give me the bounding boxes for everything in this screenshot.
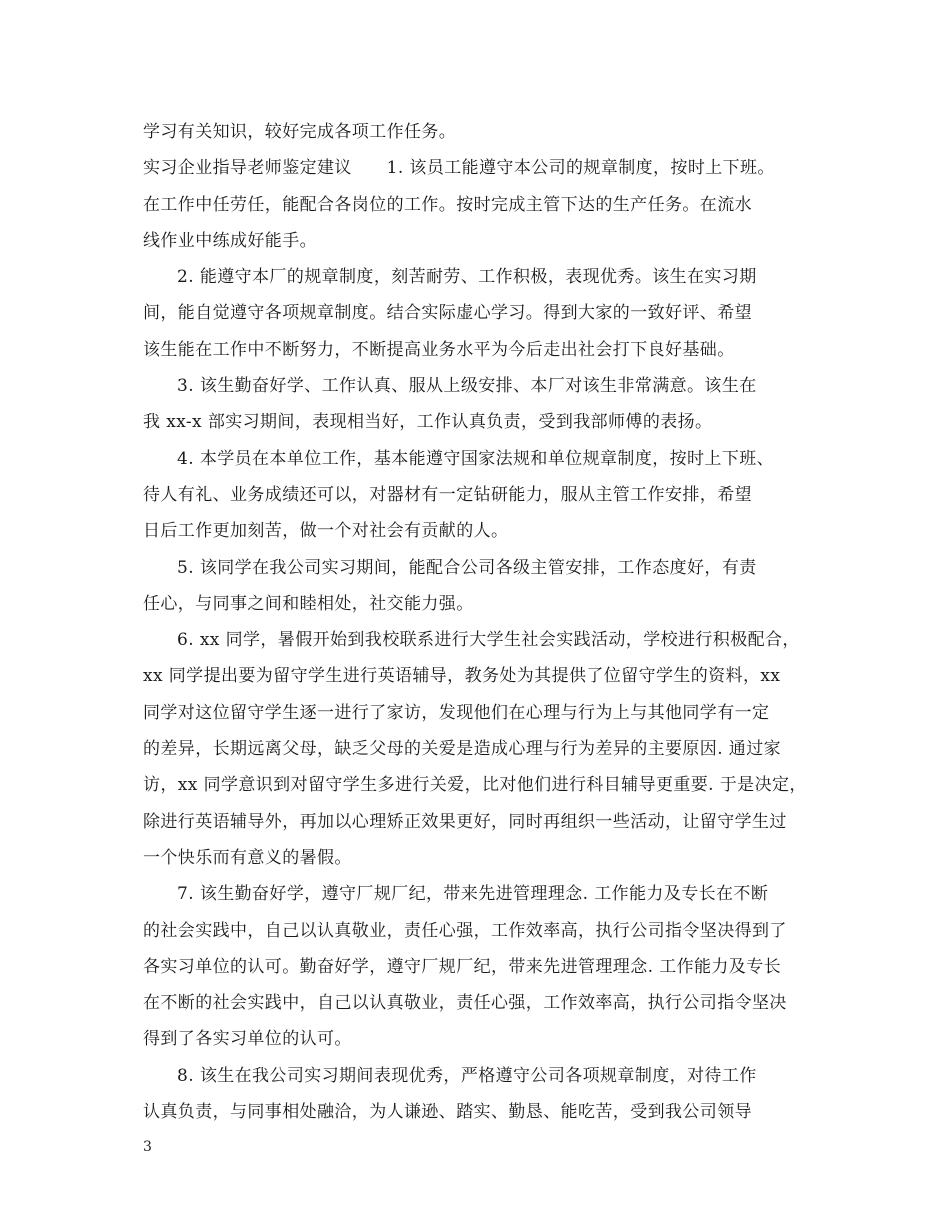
text-line: 在工作中任劳任，能配合各岗位的工作。按时完成主管下达的生产任务。在流水 <box>143 194 752 215</box>
paragraph-start-line: 5. 该同学在我公司实习期间，能配合公司各级主管安排，工作态度好，有责 <box>177 557 757 578</box>
text-line: 访，xx 同学意识到对留守学生多进行关爱，比对他们进行科目辅导更重要. 于是决定， <box>143 775 807 796</box>
text-line: 任心，与同事之间和睦相处，社交能力强。 <box>143 593 474 614</box>
paragraph-start-line: 4. 本学员在本单位工作，基本能遵守国家法规和单位规章制度，按时上下班、 <box>177 448 775 469</box>
text-line: 一个快乐而有意义的暑假。 <box>143 847 352 868</box>
text-line: 实习企业指导老师鉴定建议 1. 该员工能遵守本公司的规章制度，按时上下班。 <box>143 158 775 179</box>
text-line: xx 同学提出要为留守学生进行英语辅导，教务处为其提供了位留守学生的资料，xx <box>143 666 781 687</box>
page-number: 3 <box>143 1139 152 1155</box>
text-line: 在不断的社会实践中，自己以认真敬业，责任心强，工作效率高，执行公司指令坚决 <box>143 993 787 1014</box>
text-line: 我 xx-x 部实习期间，表现相当好，工作认真负责，受到我部师傅的表扬。 <box>143 412 713 433</box>
paragraph-start-line: 2. 能遵守本厂的规章制度，刻苦耐劳、工作积极，表现优秀。该生在实习期 <box>177 267 757 288</box>
paragraph-start-line: 8. 该生在我公司实习期间表现优秀，严格遵守公司各项规章制度，对待工作 <box>177 1065 757 1086</box>
document-body <box>143 114 829 1130</box>
text-line: 学习有关知识，较好完成各项工作任务。 <box>143 122 457 142</box>
text-line: 的社会实践中，自己以认真敬业，责任心强，工作效率高，执行公司指令坚决得到了 <box>143 920 787 941</box>
text-line: 待人有礼、业务成绩还可以，对器材有一定钻研能力，服从主管工作安排，希望 <box>143 484 752 505</box>
paragraph-start-line: 6. xx 同学，暑假开始到我校联系进行大学生社会实践活动，学校进行积极配合， <box>177 630 800 651</box>
text-line: 线作业中练成好能手。 <box>143 230 317 251</box>
text-line: 间，能自觉遵守各项规章制度。结合实际虚心学习。得到大家的一致好评、希望 <box>143 303 752 324</box>
paragraph-start-line: 7. 该生勤奋好学，遵守厂规厂纪，带来先进管理理念. 工作能力及专长在不断 <box>177 884 769 905</box>
paragraph-start-line: 3. 该生勤奋好学、工作认真、服从上级安排、本厂对该生非常满意。该生在 <box>177 376 757 397</box>
text-line: 的差异，长期远离父母，缺乏父母的关爱是造成心理与行为差异的主要原因. 通过家 <box>143 739 782 760</box>
text-line: 该生能在工作中不断努力，不断提高业务水平为今后走出社会打下良好基础。 <box>143 339 735 360</box>
text-line: 同学对这位留守学生逐一进行了家访，发现他们在心理与行为上与其他同学有一定 <box>143 702 770 723</box>
text-line: 除进行英语辅导外，再加以心理矫正效果更好，同时再组织一些活动，让留守学生过 <box>143 811 787 832</box>
text-line: 得到了各实习单位的认可。 <box>143 1029 352 1050</box>
text-line: 各实习单位的认可。勤奋好学，遵守厂规厂纪，带来先进管理理念. 工作能力及专长 <box>143 956 782 977</box>
text-line: 日后工作更加刻苦，做一个对社会有贡献的人。 <box>143 521 509 542</box>
text-line: 认真负责，与同事相处融洽，为人谦逊、踏实、勤恳、能吃苦，受到我公司领导 <box>143 1102 752 1123</box>
